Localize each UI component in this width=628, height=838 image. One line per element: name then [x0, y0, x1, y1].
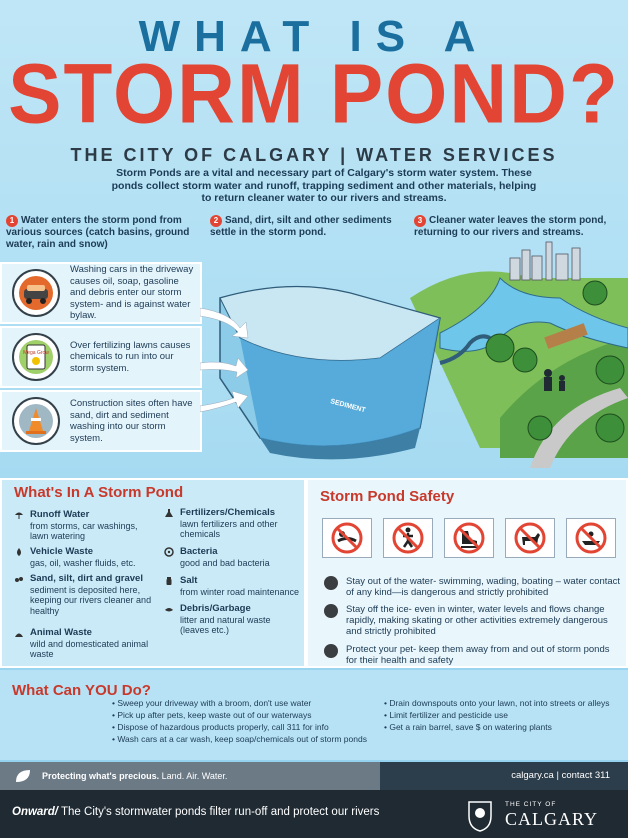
safety-rule — [324, 576, 622, 598]
animal-waste-icon — [14, 628, 24, 638]
item-title: Animal Waste — [30, 627, 92, 638]
item-desc: wild and domesticated animal waste — [30, 638, 149, 659]
bullet-icon — [324, 604, 338, 618]
subtitle: THE CITY OF CALGARY | WATER SERVICES — [70, 145, 558, 165]
can-do-section — [0, 670, 628, 760]
step-text: Cleaner water leaves the storm pond, returning to our rivers and streams. — [414, 215, 607, 238]
item-desc: good and bad bacteria — [180, 557, 270, 568]
no-dogs-icon — [505, 518, 555, 558]
city-of-calgary-logo — [465, 798, 620, 832]
no-ice-walking-icon — [383, 518, 433, 558]
tip: • Drain downspouts onto your lawn, not into streets or alleys — [384, 698, 610, 708]
rule-text: Stay off the ice- even in winter, water levels and flows change rapidly, making skating or other activities extremely dangerous and strictly prohibited — [346, 604, 608, 637]
step-1 — [6, 215, 206, 251]
list-item — [30, 628, 155, 660]
item-desc: litter and natural waste (leaves etc.) — [180, 614, 271, 635]
tip: • Limit fertilizer and pesticide use — [384, 710, 508, 720]
item-desc: gas, oil, washer fluids, etc. — [30, 557, 136, 568]
source-panel-car-wash — [0, 262, 202, 324]
bottom-bar — [0, 790, 628, 838]
bullet-icon — [324, 576, 338, 590]
item-desc: from storms, car washings, lawn watering — [30, 520, 138, 541]
list-item — [30, 574, 160, 616]
whats-in-heading: What's In A Storm Pond — [14, 484, 184, 501]
leaf-icon — [14, 768, 32, 784]
tip: • Pick up after pets, keep waste out of our waterways — [112, 710, 312, 720]
intro-text: Storm Ponds are a vital and necessary part of Calgary's storm water system. These ponds collect storm water and runoff, trapping sediment and other materials, helping to return cleaner water to our rivers and streams. — [111, 167, 537, 204]
item-title: Runoff Water — [30, 509, 90, 520]
contact-links[interactable]: calgary.ca | contact 311 — [511, 770, 610, 781]
logo-big-text: CALGARY — [505, 809, 599, 829]
traffic-cone-icon — [12, 397, 60, 445]
flask-icon — [164, 508, 174, 518]
rule-text: Stay out of the water- swimming, wading, boating – water contact of any kind—is dangerous and strictly prohibited — [346, 576, 621, 598]
item-title: Vehicle Waste — [30, 546, 94, 557]
title-top: WHAT IS A — [138, 12, 490, 61]
sediment-icon — [14, 574, 24, 584]
biohazard-icon — [164, 547, 174, 557]
bullet-icon — [324, 644, 338, 658]
umbrella-icon — [14, 510, 24, 520]
source-panel-fertilizer — [0, 326, 202, 388]
source-panel-construction — [0, 390, 202, 452]
list-item — [180, 576, 302, 597]
item-desc: sediment is deposited here, keeping our rivers cleaner and healthy — [30, 584, 152, 616]
step-text: Sand, dirt, silt and other sediments settle in the storm pond. — [210, 215, 392, 238]
safety-rule — [324, 604, 622, 637]
item-title: Fertilizers/Chemicals — [180, 507, 276, 518]
step-3 — [414, 215, 614, 239]
tip: • Dispose of hazardous products properly, call 311 for info — [112, 722, 329, 732]
onward-text: The City's stormwater ponds filter run-off and protect our rivers — [58, 806, 380, 818]
rule-text: Protect your pet- keep them away from and out of storm ponds for their health and safety — [346, 644, 610, 666]
tagline-bold: Protecting what's precious. — [42, 771, 160, 781]
safety-section — [306, 478, 628, 668]
onward-message — [12, 806, 379, 818]
item-title: Debris/Garbage — [180, 603, 251, 614]
tagline-light: Land. Air. Water. — [159, 771, 228, 781]
list-item — [180, 508, 302, 540]
list-item — [30, 547, 155, 568]
source-text: Construction sites often have sand, dirt and sediment washing into our storm system. — [70, 398, 193, 444]
tip: • Wash cars at a car wash, keep soap/chemicals out of storm ponds — [112, 734, 367, 744]
item-desc: lawn fertilizers and other chemicals — [180, 518, 278, 539]
oil-drop-icon — [14, 547, 24, 557]
step-number: 2 — [210, 215, 222, 227]
sediment-label: SEDIMENT — [329, 398, 367, 415]
page-title: STORM POND? — [8, 46, 620, 141]
storm-pond-illustration — [200, 238, 628, 468]
fertilizer-bag-icon — [12, 333, 60, 381]
tip: • Get a rain barrel, save $ on watering plants — [384, 722, 552, 732]
list-item — [30, 510, 155, 542]
source-text: Over fertilizing lawns causes chemicals to run into our storm system. — [70, 339, 191, 374]
salt-icon — [164, 576, 174, 586]
fertilizer-label: Mega Grow — [23, 350, 49, 356]
no-boating-icon — [566, 518, 616, 558]
item-desc: from winter road maintenance — [180, 586, 300, 597]
step-number: 1 — [6, 215, 18, 227]
source-text: Washing cars in the driveway causes oil, soap, gasoline and debris enter our storm system- and is against water bylaw. — [70, 264, 194, 322]
tip: • Sweep your driveway with a broom, don't use water — [112, 698, 312, 708]
no-skating-icon — [444, 518, 494, 558]
header — [0, 0, 628, 205]
step-text: Water enters the storm pond from various sources (catch basins, ground water, rain and snow) — [6, 215, 190, 250]
onward-brand: Onward/ — [12, 806, 59, 818]
step-number: 3 — [414, 215, 426, 227]
step-2 — [210, 215, 405, 239]
crest-icon — [465, 798, 495, 832]
list-item — [180, 547, 302, 568]
contact-bar — [0, 762, 628, 790]
whats-in-section — [0, 478, 306, 668]
debris-icon — [164, 604, 174, 614]
item-title: Salt — [180, 575, 198, 586]
can-do-heading: What Can YOU Do? — [12, 682, 151, 699]
tagline — [0, 762, 380, 790]
safety-rule — [324, 644, 622, 666]
no-swimming-icon — [322, 518, 372, 558]
logo-small-text: THE CITY OF — [505, 801, 557, 808]
item-title: Sand, silt, dirt and gravel — [30, 573, 143, 584]
car-wash-icon — [12, 269, 60, 317]
item-title: Bacteria — [180, 546, 218, 557]
safety-heading: Storm Pond Safety — [320, 488, 455, 505]
list-item — [180, 604, 302, 636]
